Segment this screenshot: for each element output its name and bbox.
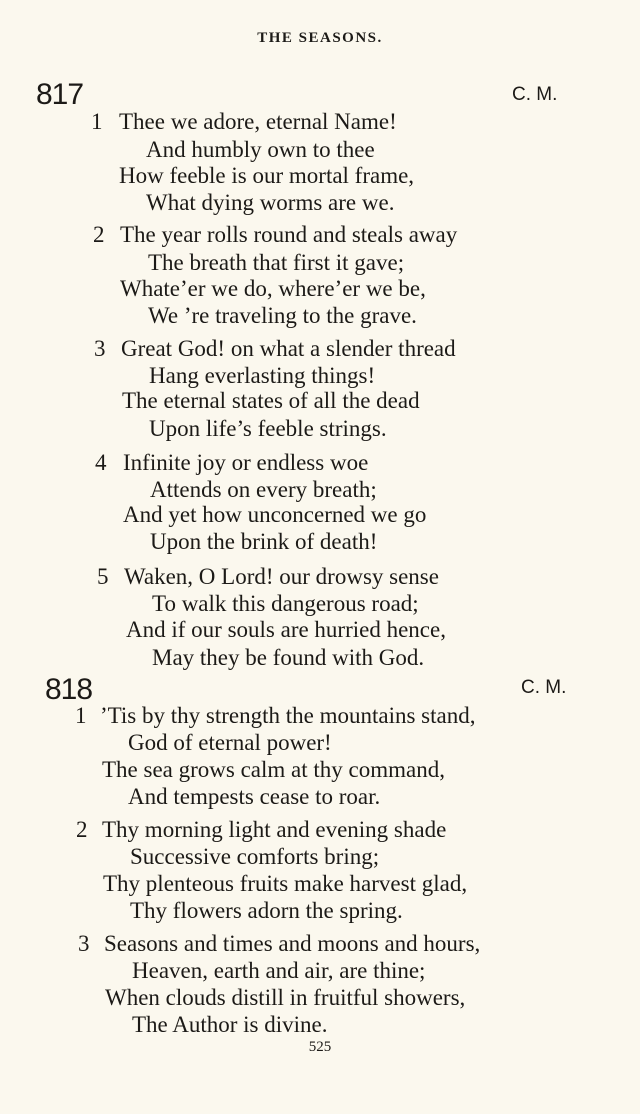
- verse-number: 1: [91, 109, 103, 134]
- verse-line: To walk this dangerous road;: [152, 591, 419, 616]
- verse-line: Hang everlasting things!: [149, 363, 376, 388]
- verse-line: Successive comforts bring;: [130, 844, 380, 869]
- hymn-number: 818: [45, 673, 93, 706]
- verse-line: The eternal states of all the dead: [122, 388, 420, 413]
- verse-number: 1: [75, 703, 87, 728]
- verse-line: And tempests cease to roar.: [128, 784, 381, 809]
- verse-line: The year rolls round and steals away: [120, 222, 458, 247]
- verse-number: 2: [93, 222, 105, 247]
- verse-number: 5: [97, 564, 109, 589]
- verse-line: ’Tis by thy strength the mountains stand,: [100, 703, 476, 728]
- verse-line: Whate’er we do, where’er we be,: [120, 276, 426, 301]
- verse-line: Great God! on what a slender thread: [121, 336, 456, 361]
- verse-line: The sea grows calm at thy command,: [102, 757, 445, 782]
- verse-line: May they be found with God.: [152, 645, 425, 670]
- verse-line: And humbly own to thee: [146, 137, 375, 162]
- hymn-meter: C. M.: [512, 84, 558, 105]
- verse-line: Thy morning light and evening shade: [102, 817, 447, 842]
- verse-line: How feeble is our mortal frame,: [119, 163, 415, 188]
- verse-line: Infinite joy or endless woe: [123, 450, 369, 475]
- verse-line: Heaven, earth and air, are thine;: [132, 958, 426, 983]
- verse-line: Waken, O Lord! our drowsy sense: [124, 564, 439, 589]
- verse-line: God of eternal power!: [128, 730, 332, 755]
- page-number: 525: [308, 1039, 332, 1055]
- verse-line: Thy plenteous fruits make harvest glad,: [103, 871, 468, 896]
- running-head: THE SEASONS.: [257, 30, 383, 46]
- hymn-meter: C. M.: [521, 677, 567, 698]
- verse-line: Seasons and times and moons and hours,: [104, 931, 481, 956]
- verse-number: 3: [94, 336, 106, 361]
- verse-line: Thee we adore, eternal Name!: [119, 109, 397, 134]
- verse-number: 4: [95, 450, 107, 475]
- verse-line: The Author is divine.: [132, 1012, 328, 1037]
- verse-line: And if our souls are hurried hence,: [126, 617, 446, 642]
- verse-line: Thy flowers adorn the spring.: [130, 898, 403, 923]
- verse-line: We ’re traveling to the grave.: [148, 303, 417, 328]
- verse-line: What dying worms are we.: [146, 190, 395, 215]
- verse-line: When clouds distill in fruitful showers,: [105, 985, 466, 1010]
- verse-line: And yet how unconcerned we go: [123, 502, 427, 527]
- verse-line: Upon the brink of death!: [150, 529, 378, 554]
- verse-line: The breath that first it gave;: [148, 250, 405, 275]
- verse-line: Upon life’s feeble strings.: [149, 416, 387, 441]
- verse-number: 3: [78, 931, 90, 956]
- verse-line: Attends on every breath;: [150, 477, 377, 502]
- hymn-number: 817: [36, 78, 84, 111]
- verse-number: 2: [76, 817, 88, 842]
